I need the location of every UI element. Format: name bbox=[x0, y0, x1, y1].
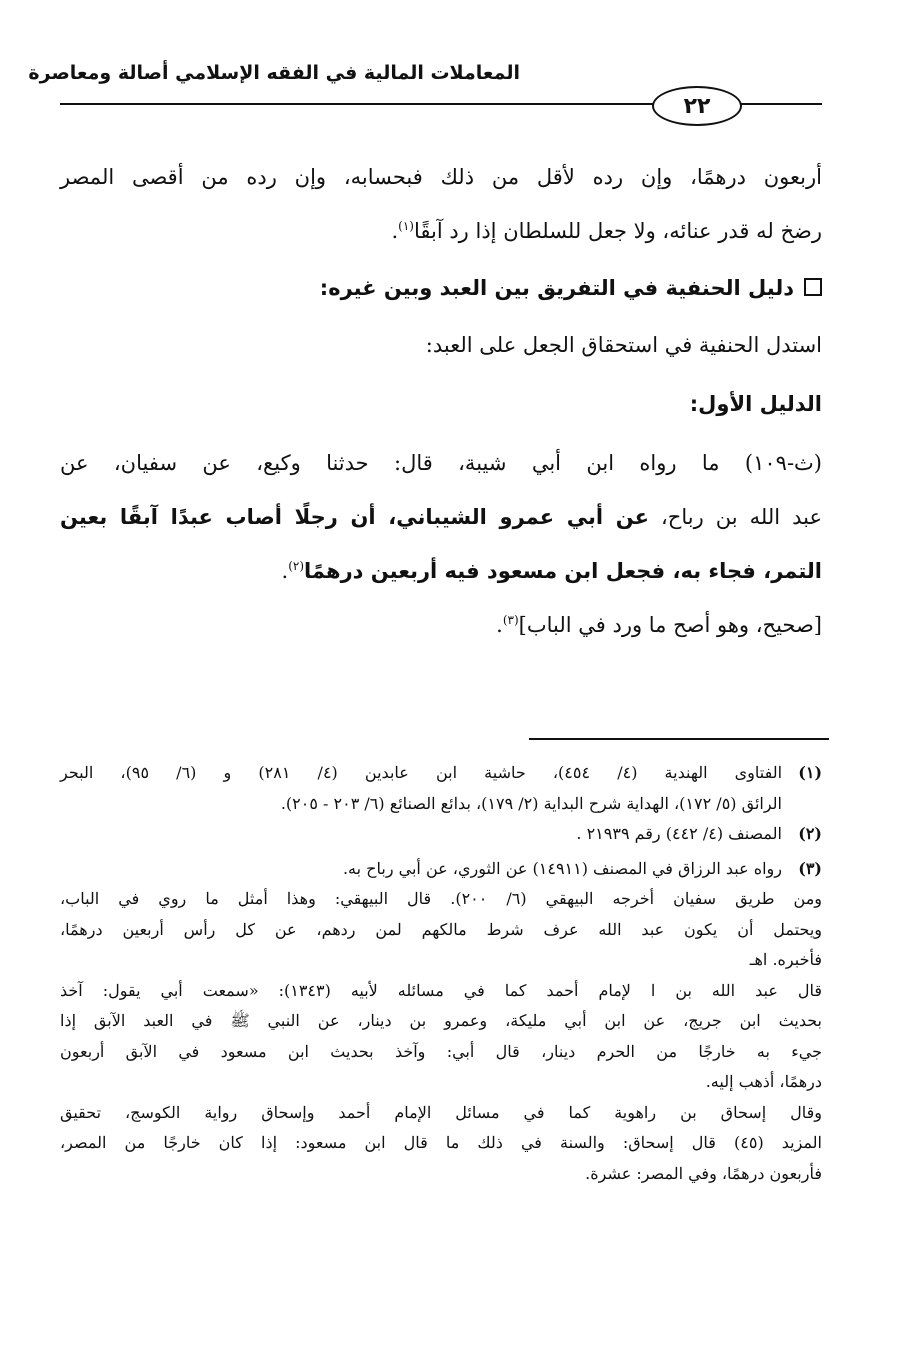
footnote-ref[interactable]: (٣) bbox=[502, 613, 519, 627]
grade-text: [صحيح، وهو أصح ما ورد في الباب] bbox=[518, 613, 822, 637]
section-heading bbox=[60, 258, 822, 318]
footnote-line: ويحتمل أن يكون عبد الله عرف شرط مالكهم لمن ردهم، عن كل رأس أربعين درهمًا، bbox=[60, 919, 822, 939]
footnote-line bbox=[60, 819, 822, 850]
grade-line bbox=[60, 598, 822, 652]
page-number-frame bbox=[652, 86, 742, 126]
paragraph-line: أربعون درهمًا، وإن رده لأقل من ذلك فبحسابه، وإن رده من أقصى المصر bbox=[60, 165, 822, 189]
footnote-text: المصنف (٤/ ٤٤٢) رقم ٢١٩٣٩ . bbox=[576, 824, 782, 843]
punctuation: . bbox=[281, 559, 289, 583]
footnote-rule bbox=[529, 738, 829, 740]
footnote-line: درهمًا، أذهب إليه. bbox=[705, 1072, 822, 1091]
main-text bbox=[60, 150, 822, 652]
footnote-line: قال عبد الله بن ا لإمام أحمد كما في مسائله لأبيه (١٣٤٣): «سمعت أبي يقول: آخذ bbox=[60, 980, 822, 1000]
footnote-number: (٢) bbox=[798, 824, 822, 843]
footnote-line: فأربعون درهمًا، وفي المصر: عشرة. bbox=[585, 1163, 822, 1183]
hadith-line bbox=[60, 490, 822, 544]
punctuation: . bbox=[496, 613, 503, 637]
square-bullet-icon bbox=[804, 278, 822, 296]
footnote-line: جيء به خارجًا من الحرم دينار، قال أبي: وآخذ بحديث ابن مسعود في الآبق أربعون bbox=[60, 1041, 822, 1061]
section-heading-text: دليل الحنفية في التفريق بين العبد وبين غيره: bbox=[319, 276, 794, 300]
footnote-line bbox=[60, 758, 822, 789]
running-title: المعاملات المالية في الفقه الإسلامي أصالة ومعاصرة bbox=[28, 62, 520, 84]
footnote-number: (١) bbox=[798, 763, 823, 782]
punctuation: . bbox=[391, 219, 399, 243]
footnote-line: وقال إسحاق بن راهوية كما في مسائل الإمام أحمد وإسحاق رواية الكوسج، تحقيق bbox=[60, 1102, 822, 1122]
hadith-text: عبد الله بن رباح، bbox=[661, 505, 822, 529]
intro-line: استدل الحنفية في استحقاق الجعل على العبد: bbox=[425, 333, 822, 357]
paragraph-line bbox=[60, 204, 822, 258]
footnote-text: الفتاوى الهندية (٤/ ٤٥٤)، حاشية ابن عابدين (٤/ ٢٨١) و (٦/ ٩٥)، البحر bbox=[60, 763, 783, 782]
footnote-number: (٣) bbox=[798, 858, 822, 878]
footnote-line: المزيد (٤٥) قال إسحاق: والسنة في ذلك ما قال ابن مسعود: إذا كان خارجًا من المصر، bbox=[60, 1133, 823, 1152]
paragraph-text: رضخ له قدر عنائه، ولا جعل للسلطان إذا رد آبقًا bbox=[413, 219, 822, 243]
footnotes bbox=[60, 758, 822, 1189]
footnote-line: ومن طريق سفيان أخرجه البيهقي (٦/ ٢٠٠). قال البيهقي: وهذا أمثل ما روي في الباب، bbox=[60, 889, 822, 908]
hadith-line bbox=[60, 544, 822, 598]
footnote-line: فأخبره. اهـ bbox=[749, 950, 822, 969]
footnote-ref[interactable]: (١) bbox=[398, 219, 414, 233]
footnote-line: الرائق (٥/ ١٧٢)، الهداية شرح البداية (٢/ ١٧٩)، بدائع الصنائع (٦/ ٢٠٣ - ٢٠٥). bbox=[280, 793, 782, 813]
hadith-text-bold: عن أبي عمرو الشيباني، أن رجلًا أصاب عبدًا آبقًا بعين bbox=[60, 505, 649, 529]
footnote-line: بحديث ابن جريج، عن ابن أبي مليكة، وعمرو بن دينار، عن النبي ﷺ في العبد الآبق إذا bbox=[60, 1011, 822, 1030]
hadith-line: (ث-١٠٩) ما رواه ابن أبي شيبة، قال: حدثنا وكيع، عن سفيان، عن bbox=[60, 451, 822, 475]
hadith-text-bold: التمر، فجاء به، فجعل ابن مسعود فيه أربعين درهمًا bbox=[304, 559, 822, 583]
page-number: ٢٢ bbox=[683, 93, 711, 119]
sub-heading: الدليل الأول: bbox=[689, 392, 822, 416]
footnote-ref[interactable]: (٢) bbox=[288, 559, 305, 573]
footnote-text: رواه عبد الرزاق في المصنف (١٤٩١١) عن الثوري، عن أبي رباح به. bbox=[342, 858, 782, 878]
footnote-line bbox=[60, 854, 822, 885]
